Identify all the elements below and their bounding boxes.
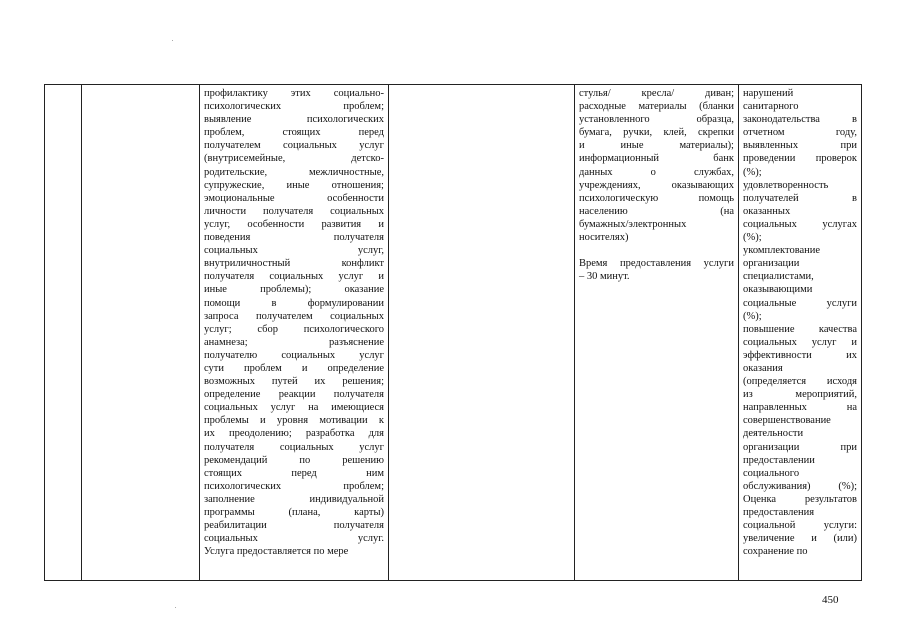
- text-line: (%);: [743, 166, 762, 178]
- text-line: учреждениях, оказывающих: [579, 179, 734, 191]
- text-line: запроса получателем социальных: [204, 310, 384, 322]
- text-line: психологических проблем;: [204, 101, 384, 113]
- text-line: организации при: [743, 441, 857, 453]
- text-line: обслуживания) (%);: [743, 480, 857, 492]
- text-line: укомплектование: [743, 245, 821, 257]
- text-line: санитарного: [743, 101, 799, 113]
- text-line: повышение качества: [743, 323, 857, 335]
- text-line: социального: [743, 467, 800, 479]
- text-line: увеличение и (или): [743, 533, 857, 545]
- services-table-wrapper: [44, 84, 862, 581]
- text-line: удовлетворенность: [743, 179, 829, 191]
- text-line: получателю социальных услуг: [204, 349, 384, 361]
- service-content-cell: [200, 85, 389, 581]
- service-name-cell: [82, 85, 200, 581]
- conditions-cell: [575, 85, 739, 581]
- text-line: отчетном году,: [743, 127, 857, 139]
- text-line: бумага, ручки, клей, скрепки: [579, 127, 734, 139]
- text-line: (%);: [743, 310, 762, 322]
- service-standard-cell: [389, 85, 575, 581]
- text-line: эффективности их: [743, 349, 857, 361]
- text-line: расходные материалы (бланки: [579, 101, 734, 113]
- text-line: личности получателя социальных: [204, 205, 384, 217]
- text-line: нарушений: [743, 88, 794, 99]
- text-line: заполнение индивидуальной: [204, 493, 384, 505]
- text-line: совершенствование: [743, 415, 831, 427]
- text-line: получателя социальных услуг и: [204, 271, 384, 283]
- text-line: внутриличностный конфликт: [204, 258, 384, 270]
- text-line: психологическую помощь: [579, 192, 734, 204]
- text-line: услуг, особенности развития и: [204, 218, 384, 230]
- text-line: сути проблем и определение: [204, 362, 384, 374]
- page-number: 450: [822, 594, 839, 606]
- text-line: иные проблемы); оказание: [204, 284, 384, 296]
- text-line: Оценка результатов: [743, 493, 857, 505]
- text-line: населению (на: [579, 205, 734, 217]
- text-line: оказания: [743, 362, 783, 374]
- text-line: программы (плана, карты): [204, 507, 384, 518]
- conditions-text: [575, 85, 738, 580]
- text-line: деятельности: [743, 428, 804, 440]
- text-line: проблем, стоящих перед: [204, 127, 384, 139]
- services-table: [44, 84, 862, 581]
- text-line: предоставлении: [743, 454, 815, 466]
- service-content-text: [200, 85, 388, 580]
- text-line: (внутрисемейные, детско-: [204, 153, 384, 165]
- indicators-text: [739, 85, 861, 580]
- text-line: стулья/ кресла/ диван;: [579, 88, 734, 99]
- text-line: (определяется исходя: [743, 376, 857, 388]
- text-line: Услуга предоставляется по мере: [204, 546, 349, 558]
- text-line: социальных услуг,: [204, 245, 384, 257]
- text-line: получателей в: [743, 192, 857, 204]
- text-line: (%);: [743, 232, 762, 244]
- text-line: получателя социальных услуг: [204, 441, 384, 453]
- text-line: носителях): [579, 232, 629, 244]
- text-line: предоставления: [743, 507, 815, 518]
- scan-speck: [175, 607, 176, 608]
- text-line: установленного образца,: [579, 114, 734, 126]
- text-line: их преодолению; разработка для: [204, 428, 384, 440]
- table-row: [45, 85, 862, 581]
- text-line: сохранение по: [743, 546, 808, 558]
- text-line: родительские, межличностные,: [204, 166, 384, 178]
- text-line: социальных услуг и: [743, 336, 857, 348]
- text-line: возможных путей их решения;: [204, 376, 384, 388]
- text-line: рекомендаций по решению: [204, 454, 384, 466]
- text-line: социальных услугах: [743, 218, 857, 230]
- number-cell: [45, 85, 82, 581]
- text-line: помощи в формулировании: [204, 297, 384, 309]
- text-line: Время предоставления услуги: [579, 258, 734, 270]
- text-line: информационный банк: [579, 153, 734, 165]
- indicators-cell: [739, 85, 862, 581]
- text-line: супружеские, иные отношения;: [204, 179, 384, 191]
- text-line: проблемы и уровня мотивации к: [204, 415, 384, 427]
- text-line: оказанных: [743, 205, 791, 217]
- text-line: реабилитации получателя: [204, 520, 384, 532]
- text-line: бумажных/электронных: [579, 218, 687, 230]
- text-line: выявление психологических: [204, 114, 384, 126]
- text-line: стоящих перед ним: [204, 467, 384, 479]
- text-line: направленных на: [743, 402, 857, 414]
- text-line: профилактику этих социально-: [204, 88, 384, 99]
- text-line: социальные услуги: [743, 297, 857, 309]
- text-line: специалистами,: [743, 271, 814, 283]
- text-line: данных о службах,: [579, 166, 734, 178]
- text-line: психологических проблем;: [204, 480, 384, 492]
- scan-speck: [172, 40, 173, 41]
- text-line: выявленных при: [743, 140, 857, 152]
- text-line: услуг; сбор психологического: [204, 323, 384, 335]
- text-line: социальных услуг.: [204, 533, 384, 545]
- text-line: оказывающими: [743, 284, 813, 296]
- text-line: – 30 минут.: [579, 271, 630, 283]
- text-line: проведении проверок: [743, 153, 857, 165]
- text-line: определение реакции получателя: [204, 389, 384, 401]
- text-line: социальной услуги:: [743, 520, 857, 532]
- paragraph-gap: [579, 244, 734, 257]
- text-line: получателем социальных услуг: [204, 140, 384, 152]
- text-line: социальных услуг на имеющиеся: [204, 402, 384, 414]
- text-line: организации: [743, 258, 800, 270]
- text-line: поведения получателя: [204, 232, 384, 244]
- text-line: эмоциональные особенности: [204, 192, 384, 204]
- text-line: и иные материалы);: [579, 140, 734, 152]
- text-line: из мероприятий,: [743, 389, 857, 401]
- text-line: анамнеза; разъяснение: [204, 336, 384, 348]
- text-line: законодательства в: [743, 114, 857, 126]
